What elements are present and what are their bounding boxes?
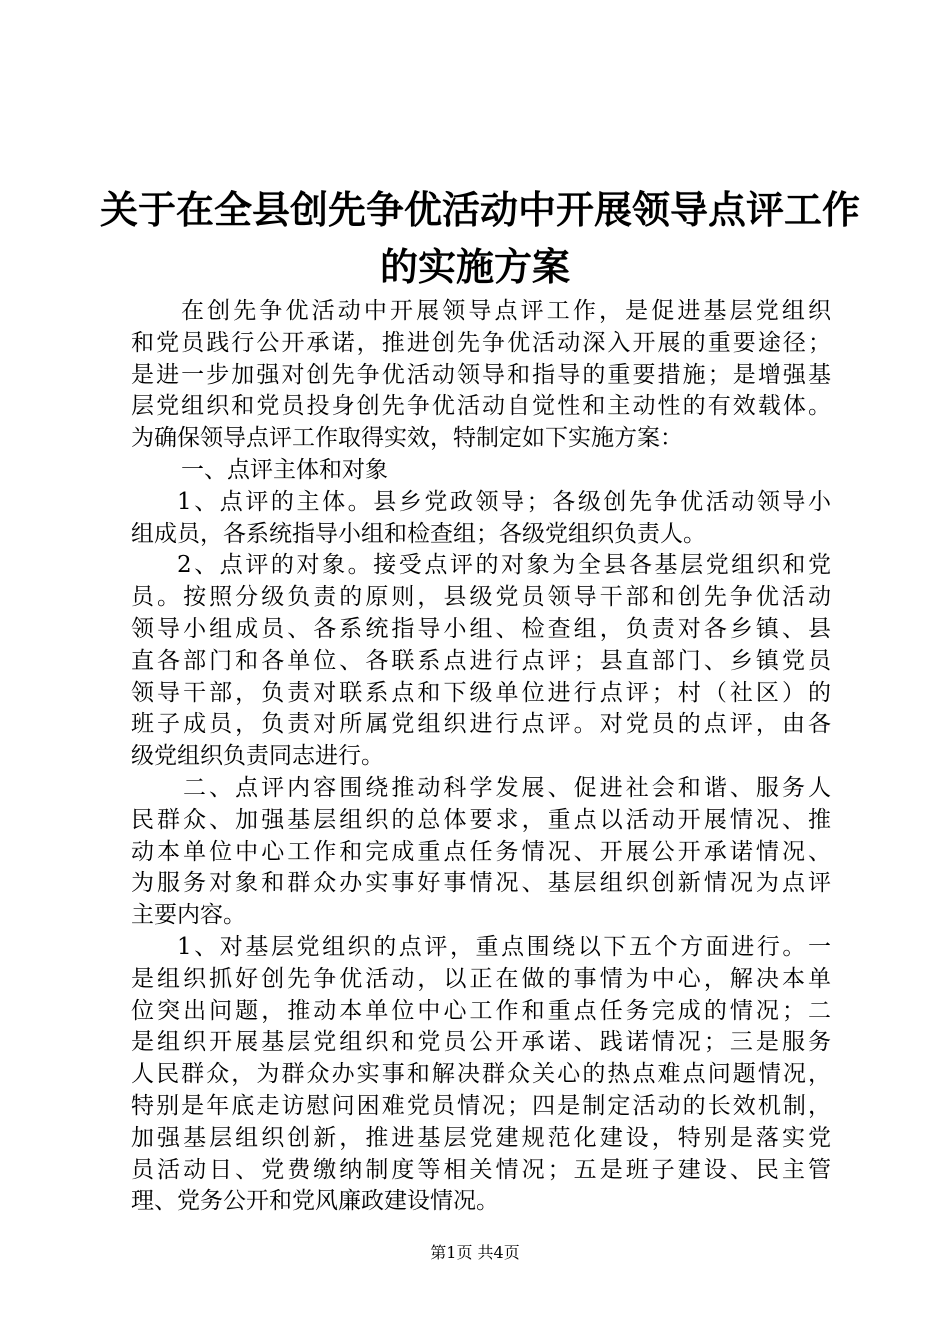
paragraph-line: 直各部门和各单位、各联系点进行点评；县直部门、乡镇党员 (131, 647, 831, 674)
paragraph-line: 二、点评内容围绕推动科学发展、促进社会和谐、服务人 (183, 774, 831, 801)
paragraph-line: 员活动日、党费缴纳制度等相关情况；五是班子建设、民主管 (131, 1156, 831, 1183)
paragraph-line: 位突出问题，推动本单位中心工作和重点任务完成的情况；二 (131, 997, 831, 1024)
page-number: 第1页 共4页 (430, 1243, 520, 1262)
paragraph-line: 和党员践行公开承诺，推进创先争优活动深入开展的重要途径； (131, 329, 831, 356)
paragraph-line: 是组织抓好创先争优活动，以正在做的事情为中心，解决本单 (131, 965, 831, 992)
paragraph-line: 层党组织和党员投身创先争优活动自觉性和主动性的有效载体。 (131, 393, 831, 420)
paragraph-line: 为确保领导点评工作取得实效，特制定如下实施方案： (131, 425, 683, 452)
document-title-line-1: 关于在全县创先争优活动中开展领导点评工作 (100, 188, 861, 232)
paragraph-line: 领导干部，负责对联系点和下级单位进行点评；村（社区）的 (131, 679, 831, 706)
paragraph-line: 特别是年底走访慰问困难党员情况；四是制定活动的长效机制， (131, 1092, 831, 1119)
paragraph-line: 为服务对象和群众办实事好事情况、基层组织创新情况为点评 (131, 870, 831, 897)
paragraph-line: 理、党务公开和党风廉政建设情况。 (131, 1188, 499, 1215)
paragraph-line: 加强基层组织创新，推进基层党建规范化建设，特别是落实党 (131, 1124, 831, 1151)
paragraph-line: 1、对基层党组织的点评，重点围绕以下五个方面进行。一 (177, 933, 831, 960)
paragraph-line: 2、点评的对象。接受点评的对象为全县各基层党组织和党 (177, 552, 831, 579)
paragraph-line: 民群众、加强基层组织的总体要求，重点以活动开展情况、推 (131, 806, 831, 833)
paragraph-line: 是进一步加强对创先争优活动领导和指导的重要措施；是增强基 (131, 361, 831, 388)
section-heading: 一、点评主体和对象 (181, 456, 388, 483)
paragraph-line: 动本单位中心工作和完成重点任务情况、开展公开承诺情况、 (131, 838, 831, 865)
paragraph-line: 领导小组成员、各系统指导小组、检查组，负责对各乡镇、县 (131, 615, 831, 642)
paragraph-line: 组成员，各系统指导小组和检查组；各级党组织负责人。 (131, 520, 706, 547)
paragraph-line: 人民群众，为群众办实事和解决群众关心的热点难点问题情况， (131, 1061, 831, 1088)
paragraph-line: 员。按照分级负责的原则，县级党员领导干部和创先争优活动 (131, 584, 831, 611)
document-title-line-2: 的实施方案 (379, 245, 570, 289)
paragraph-line: 班子成员，负责对所属党组织进行点评。对党员的点评，由各 (131, 711, 831, 738)
document-body (131, 296, 831, 1218)
paragraph-line: 是组织开展基层党组织和党员公开承诺、践诺情况；三是服务 (131, 1029, 831, 1056)
paragraph-line: 主要内容。 (131, 902, 246, 929)
paragraph-line: 级党组织负责同志进行。 (131, 743, 384, 770)
paragraph-line: 1、点评的主体。县乡党政领导；各级创先争优活动领导小 (177, 488, 831, 515)
paragraph-line: 在创先争优活动中开展领导点评工作，是促进基层党组织 (181, 298, 831, 324)
